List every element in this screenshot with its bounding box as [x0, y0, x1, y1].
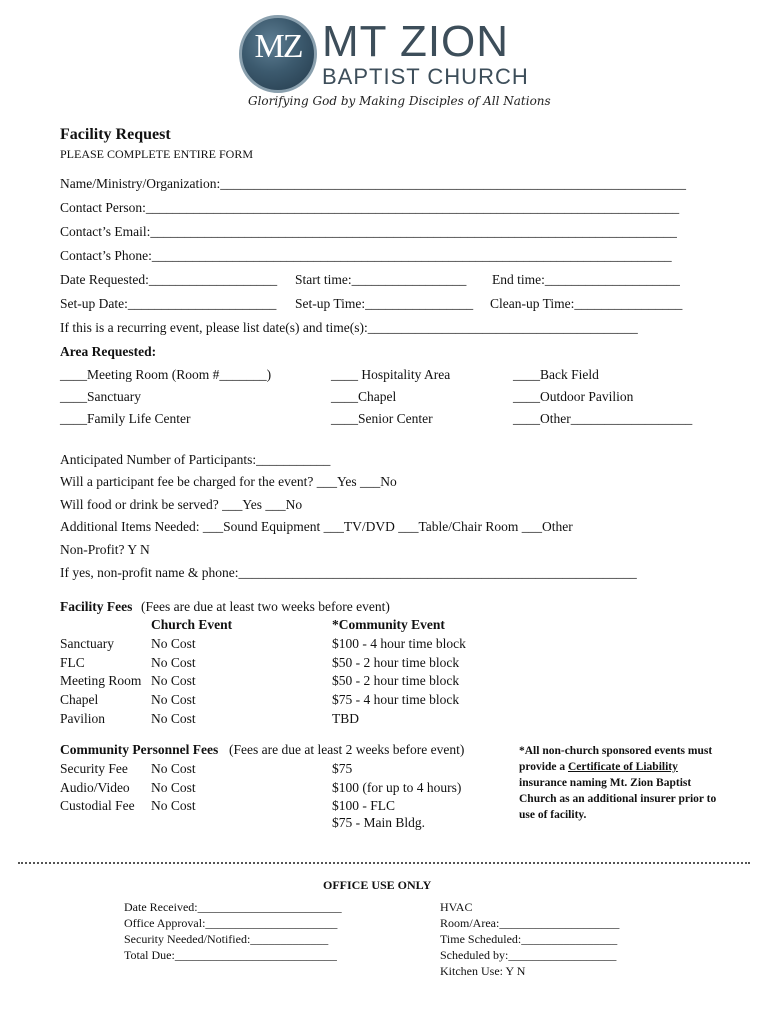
office-scheduled-by[interactable]: Scheduled by:__________________: [440, 948, 617, 962]
office-approval[interactable]: Office Approval:______________________: [124, 916, 338, 930]
facility-fees-note: (Fees are due at least two weeks before event): [141, 599, 390, 614]
area-sanctuary[interactable]: ____Sanctuary: [60, 389, 141, 404]
church-event-header: Church Event: [151, 617, 233, 632]
logo-tagline: Glorifying God by Making Disciples of All Nations: [248, 94, 551, 108]
office-kitchen-use[interactable]: Kitchen Use: Y N: [440, 964, 526, 978]
fee-row-church: No Cost: [151, 655, 196, 670]
area-requested-heading: Area Requested:: [60, 344, 157, 359]
certificate-of-liability-link: Certificate of Liability: [568, 761, 678, 773]
fee-row-community: $50 - 2 hour time block: [332, 673, 460, 688]
area-family-life-center[interactable]: ____Family Life Center: [60, 411, 191, 426]
area-senior-center[interactable]: ____Senior Center: [331, 411, 433, 426]
personnel-row-community: $100 - FLC: [332, 798, 396, 813]
personnel-row-community: $75: [332, 761, 353, 776]
area-back-field[interactable]: ____Back Field: [513, 367, 599, 382]
food-question[interactable]: Will food or drink be served? ___Yes ___No: [60, 497, 303, 512]
date-requested-field[interactable]: Date Requested:___________________: [60, 272, 278, 287]
setup-time-field[interactable]: Set-up Time:________________: [295, 296, 474, 311]
participant-fee-question[interactable]: Will a participant fee be charged for the event? ___Yes ___No: [60, 474, 397, 489]
logo-title: MT ZION: [322, 17, 510, 66]
nonprofit-question[interactable]: Non-Profit? Y N: [60, 542, 150, 557]
fee-row-church: No Cost: [151, 636, 196, 651]
insurance-note-text: *All non-church sponsored events must provide a: [519, 745, 713, 773]
participants-field[interactable]: Anticipated Number of Participants:___________: [60, 452, 331, 467]
contact-phone-field[interactable]: Contact’s Phone:_____________________________________________________________________________: [60, 248, 672, 263]
recurring-field[interactable]: If this is a recurring event, please list date(s) and time(s):________________________________________: [60, 320, 638, 335]
personnel-row-church: No Cost: [151, 761, 196, 776]
office-use-heading: OFFICE USE ONLY: [323, 878, 432, 892]
logo-subtitle: BAPTIST CHURCH: [322, 64, 529, 89]
nonprofit-name-field[interactable]: If yes, non-profit name & phone:___________________________________________________________: [60, 565, 637, 580]
fee-row-church: No Cost: [151, 692, 196, 707]
personnel-fees-heading: Community Personnel Fees: [60, 742, 219, 757]
fee-row-name: FLC: [60, 655, 85, 670]
insurance-note-text-2: insurance naming Mt. Zion Baptist Church as an additional insurer prior to use of facility.: [519, 777, 717, 821]
area-outdoor-pavilion[interactable]: ____Outdoor Pavilion: [513, 389, 634, 404]
personnel-row-name: Security Fee: [60, 761, 128, 776]
fee-row-name: Pavilion: [60, 711, 106, 726]
area-chapel[interactable]: ____Chapel: [331, 389, 397, 404]
fee-row-community: $50 - 2 hour time block: [332, 655, 460, 670]
fee-row-name: Meeting Room: [60, 673, 142, 688]
fee-row-church: No Cost: [151, 711, 196, 726]
office-room-area[interactable]: Room/Area:____________________: [440, 916, 620, 930]
personnel-row-community: $100 (for up to 4 hours): [332, 780, 462, 795]
personnel-row-church: No Cost: [151, 780, 196, 795]
area-meeting-room[interactable]: ____Meeting Room (Room #_______): [60, 367, 272, 382]
area-hospitality[interactable]: ____ Hospitality Area: [331, 367, 451, 382]
office-total-due[interactable]: Total Due:___________________________: [124, 948, 337, 962]
personnel-extra: $75 - Main Bldg.: [332, 815, 425, 830]
fee-row-church: No Cost: [151, 673, 196, 688]
office-hvac[interactable]: HVAC: [440, 900, 473, 914]
fee-row-community: $100 - 4 hour time block: [332, 636, 466, 651]
personnel-fees-note: (Fees are due at least 2 weeks before event): [229, 742, 465, 757]
facility-fees-heading: Facility Fees: [60, 599, 133, 614]
area-other[interactable]: ____Other__________________: [513, 411, 693, 426]
fee-row-community: $75 - 4 hour time block: [332, 692, 460, 707]
church-logo-emblem: [239, 15, 317, 93]
insurance-note: [519, 743, 719, 823]
form-instruction: PLEASE COMPLETE ENTIRE FORM: [60, 147, 254, 161]
personnel-row-church: No Cost: [151, 798, 196, 813]
office-date-received[interactable]: Date Received:________________________: [124, 900, 342, 914]
cleanup-time-field[interactable]: Clean-up Time:________________: [490, 296, 683, 311]
office-time-scheduled[interactable]: Time Scheduled:________________: [440, 932, 618, 946]
logo-monogram: MZ: [254, 28, 302, 65]
start-time-field[interactable]: Start time:_________________: [295, 272, 467, 287]
office-security-needed[interactable]: Security Needed/Notified:_____________: [124, 932, 329, 946]
end-time-field[interactable]: End time:____________________: [492, 272, 680, 287]
community-event-header: *Community Event: [332, 617, 445, 632]
name-field[interactable]: Name/Ministry/Organization:_____________________________________________________________________: [60, 176, 686, 191]
fee-row-name: Chapel: [60, 692, 99, 707]
personnel-row-name: Custodial Fee: [60, 798, 135, 813]
setup-date-field[interactable]: Set-up Date:______________________: [60, 296, 277, 311]
personnel-row-name: Audio/Video: [60, 780, 130, 795]
contact-person-field[interactable]: Contact Person:_______________________________________________________________________________: [60, 200, 680, 215]
form-title: Facility Request: [60, 126, 171, 143]
contact-email-field[interactable]: Contact’s Email:______________________________________________________________________________: [60, 224, 677, 239]
additional-items-question[interactable]: Additional Items Needed: ___Sound Equipment ___TV/DVD ___Table/Chair Room ___Other: [60, 519, 573, 534]
fee-row-name: Sanctuary: [60, 636, 114, 651]
dotted-divider: [18, 862, 750, 864]
fee-row-community: TBD: [332, 711, 359, 726]
